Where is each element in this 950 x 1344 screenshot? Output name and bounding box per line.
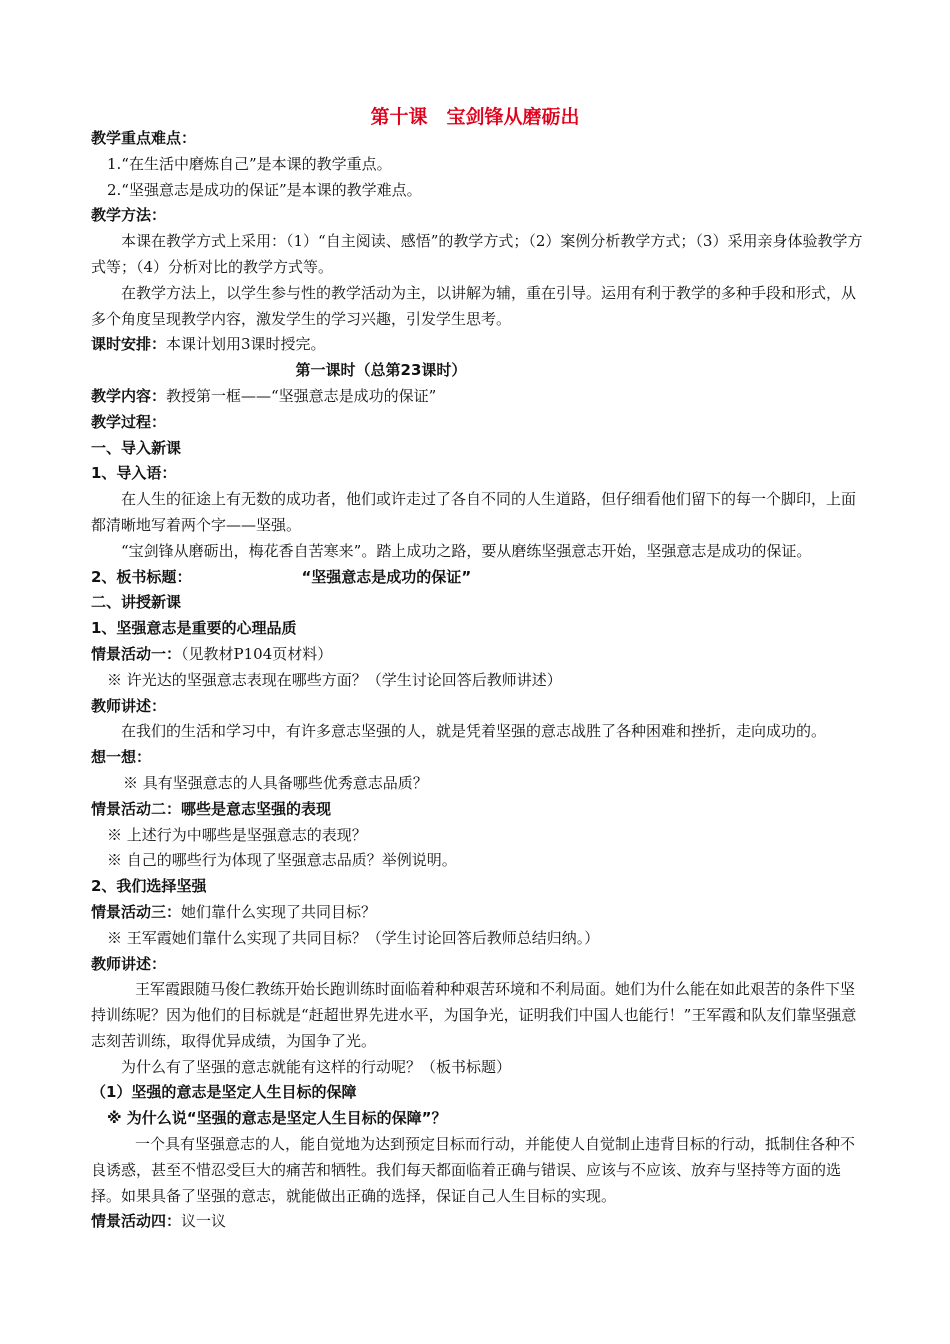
activity-2-heading: 情景活动二：哪些是意志坚强的表现 [91,799,332,818]
methods-heading: 教学方法： [91,206,167,225]
activity-4-label: 情景活动四： [91,1212,182,1231]
activity-2-question-2: ※ 自己的哪些行为体现了坚强意志品质？举例说明。 [107,851,457,870]
key-point-1: 1.“在生活中磨炼自己”是本课的教学重点。 [107,154,392,173]
schedule-line [91,332,863,358]
teacher-lecture-1-paragraph: 在我们的生活和学习中，有许多意志坚强的人，就是凭着坚强的意志战胜了各种困难和挫折，走向成功的。 [121,722,827,741]
methods-paragraph-2: 在教学方法上，以学生参与性的教学活动为主，以讲解为辅，重在引导。运用有利于教学的多种手段和形式，从多个角度呈现教学内容，激发学生的学习兴趣，引发学生思考。 [91,283,857,328]
content-heading: 教学内容： [91,386,167,405]
teacher-lecture-2-paragraph: 王军霞跟随马俊仁教练开始长跑训练时面临着种种艰苦环境和不利局面。她们为什么能在如此艰苦的条件下坚持训练呢？因为他们的目标就是“赶超世界先进水平，为国争光，证明我们中国人也能行！”王军霞和队友们靠坚强意志刻苦训练，取得优异成绩，为国争了光。 [91,980,857,1050]
activity-1-label: 情景活动一： [91,644,182,663]
period-title: 第一课时（总第23课时） [295,361,467,380]
activity-1-text: （见教材P104页材料） [181,644,333,663]
activity-1-line [91,642,863,668]
intro-paragraph-2: “宝剑锋从磨砺出，梅花香自苦寒来”。踏上成功之路，要从磨练坚强意志开始，坚强意志是成功的保证。 [121,541,812,560]
lesson-title: 第十课 宝剑锋从磨砺出 [370,106,580,128]
point-1-heading: （1）坚强的意志是坚定人生目标的保障 [91,1083,357,1102]
section-2-heading: 二、讲授新课 [91,593,182,612]
activity-4-text: 议一议 [181,1212,227,1231]
teacher-lecture-1-heading: 教师讲述： [91,696,167,715]
content-text: 教授第一框——“坚强意志是成功的保证” [166,386,437,405]
board-title-line [91,565,863,591]
teacher-lecture-2-heading: 教师讲述： [91,954,167,973]
methods-paragraph-1: 本课在教学方式上采用：（1）“自主阅读、感悟”的教学方式；（2）案例分析教学方式；（3）采用亲身体验教学方式等；（4）分析对比的教学方式等。 [91,232,863,276]
section-1-heading: 一、导入新课 [91,438,182,457]
activity-3-text: 她们靠什么实现了共同目标？ [181,902,377,921]
key-points-heading: 教学重点难点： [91,129,197,147]
section-2-sub-1: 1、坚强意志是重要的心理品质 [91,619,297,638]
process-heading: 教学过程： [91,412,167,431]
activity-2-question-1: ※ 上述行为中哪些是坚强意志的表现？ [107,825,367,844]
activity-4-line [91,1209,863,1235]
activity-3-label: 情景活动三： [91,902,182,921]
activity-3-line [91,900,863,926]
section-1-sub-1: 1、导入语： [91,464,177,483]
think-question: ※ 具有坚强意志的人具备哪些优秀意志品质？ [123,773,428,792]
activity-3-question: ※ 王军霞她们靠什么实现了共同目标？（学生讨论回答后教师总结归纳。） [107,928,600,947]
schedule-text: 本课计划用3课时授完。 [166,335,326,354]
key-point-2: 2.“坚强意志是成功的保证”是本课的教学难点。 [107,180,422,199]
point-1-paragraph: 一个具有坚强意志的人，能自觉地为达到预定目标而行动，并能使人自觉制止违背目标的行动，抵制住各种不良诱惑，甚至不惜忍受巨大的痛苦和牺牲。我们每天都面临着正确与错误、应该与不应该、放弃与坚持等方面的选择。如果具备了坚强的意志，就能做出正确的选择，保证自己人生目标的实现。 [91,1135,856,1205]
content-line [91,384,863,410]
think-heading: 想一想： [91,748,152,767]
activity-1-question: ※ 许光达的坚强意志表现在哪些方面？（学生讨论回答后教师讲述） [107,670,562,689]
board-title-label: 2、板书标题： [91,567,192,586]
point-1-question: ※ 为什么说“坚强的意志是坚定人生目标的保障”？ [107,1109,447,1128]
section-2-sub-2: 2、我们选择坚强 [91,877,207,896]
schedule-heading: 课时安排： [91,335,167,354]
document-body [91,126,863,1235]
intro-paragraph-1: 在人生的征途上有无数的成功者，他们或许走过了各自不同的人生道路，但仔细看他们留下的每一个脚印，上面都清晰地写着两个字——坚强。 [91,490,857,534]
board-title-text: “坚强意志是成功的保证” [301,567,472,586]
teacher-lecture-2-question: 为什么有了坚强的意志就能有这样的行动呢？（板书标题） [121,1057,512,1076]
